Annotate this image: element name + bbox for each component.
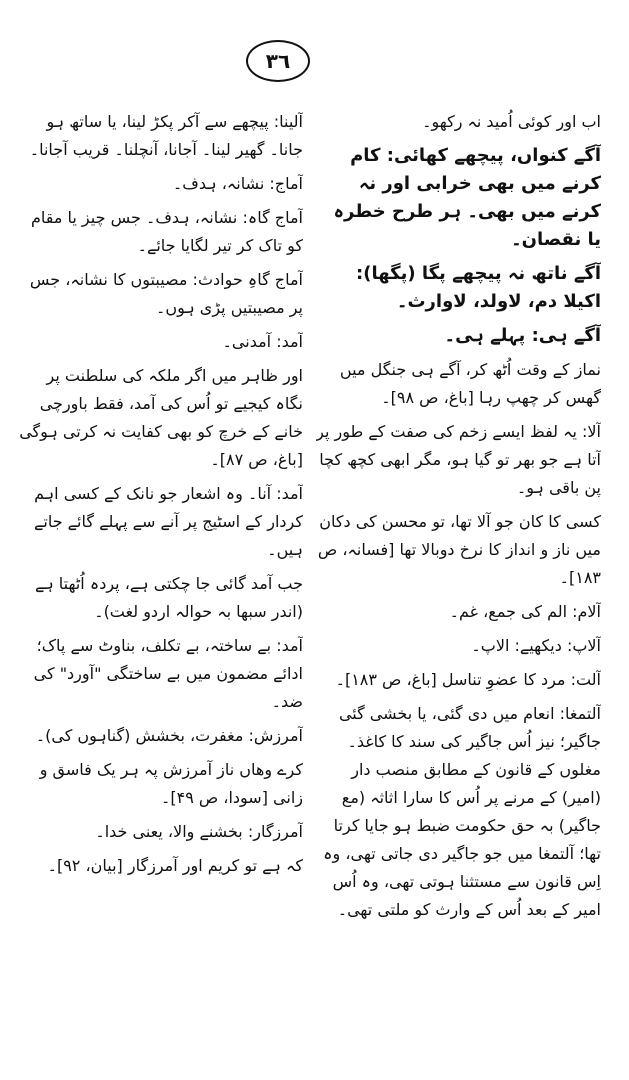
- entry: آگے کنواں، پیچھے کھائی: کام کرنے میں بھی خرابی اور نہ کرنے میں بھی۔ ہر طرح خطرہ یا نقصان۔: [333, 145, 601, 250]
- entry: آلاپ: دیکھیے: الاپ۔: [471, 636, 601, 655]
- entry: جب آمد گائی جا چکتی ہے، پردہ اُٹھتا ہے (اندر سبھا بہ حوالہ اردو لغت)۔: [34, 574, 303, 621]
- entry: آماج گاہ: نشانہ، ہدف۔ جس چیز یا مقام کو تاک کر تیر لگایا جائے۔: [30, 208, 303, 255]
- entry: آمد: بے ساختہ، بے تکلف، بناوٹ سے پاک؛ ادائے مضمون میں بے ساختگی "آورد" کی ضد۔: [33, 636, 303, 711]
- left-column: [18, 108, 303, 1068]
- entry: آلام: الم کی جمع، غم۔: [449, 602, 601, 621]
- entry: آمرزگار: بخشنے والا، یعنی خدا۔: [95, 822, 303, 841]
- entry: آگے ہی: پہلے ہی۔: [444, 325, 601, 346]
- page-number: ٣٦: [246, 40, 310, 82]
- entry: کہ ہے تو کریم اور آمرزگار [بیان، ۹۲]۔: [47, 856, 303, 875]
- entry: آماج گاہِ حوادث: مصیبتوں کا نشانہ، جس پر مصیبتیں پڑی ہوں۔: [29, 270, 303, 317]
- entry: کسی کا کان جو آلا تھا، تو محسن کی دکان میں ناز و انداز کا نرخ دوبالا تھا [فسانہ، ص ۱۸۳]۔: [317, 512, 601, 587]
- entry: آلا: یہ لفظ ایسے زخم کی صفت کے طور پر آتا ہے جو بھر تو گیا ہو، مگر ابھی کچھ کچا پن باقی ہو۔: [316, 422, 601, 497]
- entry: اب اور کوئی اُمید نہ رکھو۔: [422, 112, 601, 131]
- entry: نماز کے وقت اُٹھ کر، آگے ہی جنگل میں گھس کر چھپ رہا [باغ، ص ۹۸]۔: [339, 360, 601, 407]
- right-column: [316, 108, 601, 1068]
- entry: آماج: نشانہ، ہدف۔: [172, 174, 303, 193]
- entry: آمرزش: مغفرت، بخشش (گناہوں کی)۔: [35, 726, 303, 745]
- entry: آگے ناتھ نہ پیچھے پگا (پگھا): اکیلا دم، لاولد، لاوارث۔: [356, 263, 601, 312]
- entry: کرے وهاں ناز آمرزش پہ ہر یک فاسق و زانی [سودا، ص ۴۹]۔: [39, 760, 303, 807]
- entry: آمد: آمدنی۔: [222, 332, 303, 351]
- entry: آلت: مرد کا عضوِ تناسل [باغ، ص ۱۸۳]۔: [335, 670, 601, 689]
- entry: آلتمغا: انعام میں دی گئی، یا بخشی گئی جاگیر؛ نیز اُس جاگیر کی سند کا کاغذ۔ مغلوں کے قانون کے مطابق منصب دار (امیر) کے مرنے پر اُس کا سارا اثاثہ (مع جاگیر) بہ حق حکومت ضبط ہو جایا کرتا تھا؛ آلتمغا میں جو جاگیر دی جاتی تھی، وہ اِس قانون سے مستثنا ہوتی تھی، وہ اُس امیر کے بعد اُس کے وارث کو ملتی تھی۔: [323, 704, 601, 919]
- entry: آمد: آنا۔ وہ اشعار جو نانک کے کسی اہم کردار کے اسٹیج پر آنے سے پہلے گائے جاتے ہیں۔: [33, 484, 303, 559]
- entry: اور ظاہر میں اگر ملکہ کی سلطنت پر نگاہ کیجیے تو اُس کی آمد، فقط باورچی خانے کے خرچ کو بھی کفایت نہ کرتی ہوگی [باغ، ص ۸۷]۔: [19, 366, 303, 469]
- entry: آلینا: پیچھے سے آکر پکڑ لینا، یا ساتھ ہو جانا۔ گھیر لینا۔ آجانا، آنچلنا۔ قریب آجانا۔: [29, 112, 303, 159]
